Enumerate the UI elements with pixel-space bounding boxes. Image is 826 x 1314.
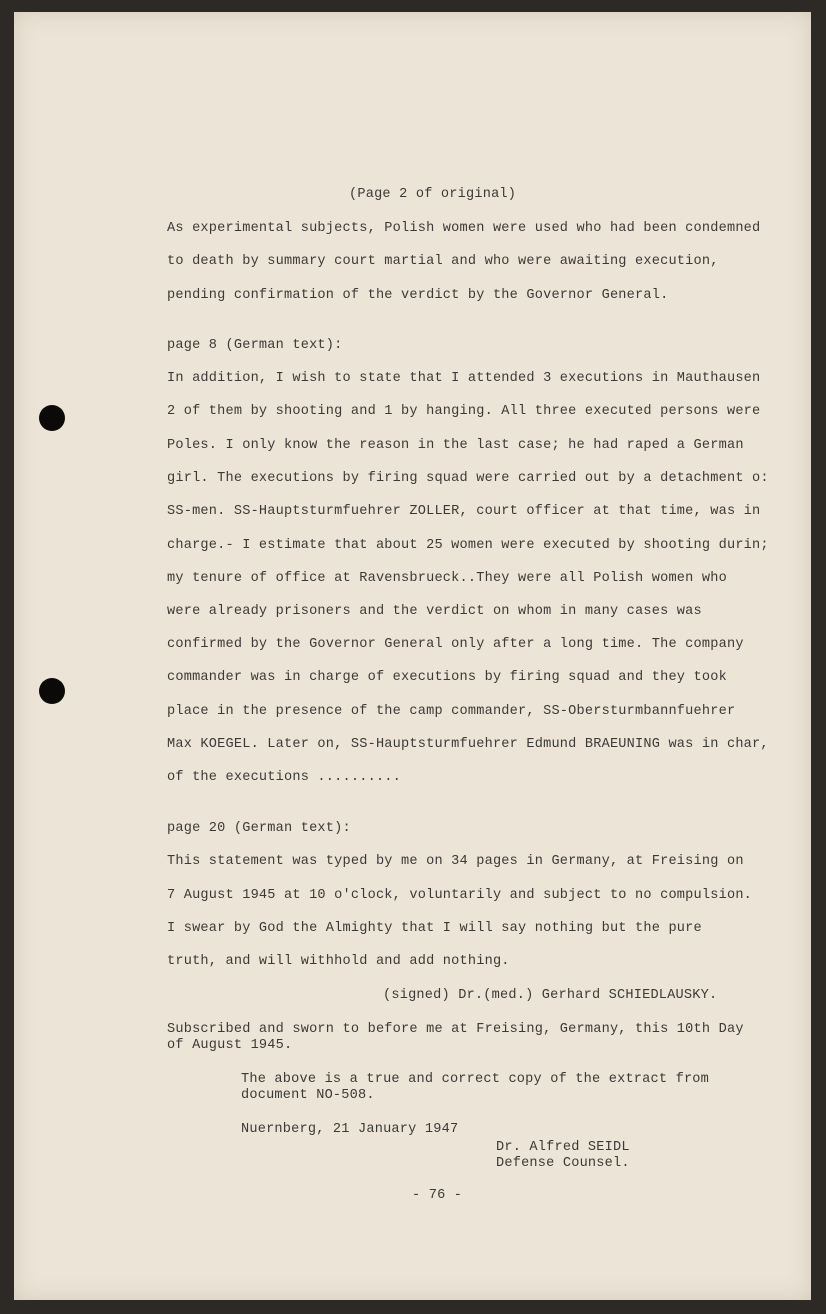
- paragraph-line: 7 August 1945 at 10 o'clock, voluntarily and subject to no compulsion.: [167, 888, 753, 903]
- counsel-name: Dr. Alfred SEIDL: [496, 1140, 630, 1155]
- subscribed-line: Subscribed and sworn to before me at Freising, Germany, this 10th Day: [167, 1022, 744, 1037]
- paragraph-line: commander was in charge of executions by firing squad and they took: [167, 670, 727, 685]
- section-heading: page 8 (German text):: [167, 338, 343, 353]
- paragraph-line: SS-men. SS-Hauptsturmfuehrer ZOLLER, court officer at that time, was in: [167, 504, 761, 519]
- paragraph-line: to death by summary court martial and who were awaiting execution,: [167, 254, 719, 269]
- section-heading: page 20 (German text):: [167, 821, 351, 836]
- paragraph-line: pending confirmation of the verdict by the Governor General.: [167, 288, 669, 303]
- paragraph-line: As experimental subjects, Polish women were used who had been condemned: [167, 221, 761, 236]
- paragraph-line: charge.- I estimate that about 25 women were executed by shooting durin;: [167, 538, 769, 553]
- document-page: [14, 12, 811, 1300]
- paragraph-line: Poles. I only know the reason in the last case; he had raped a German: [167, 438, 744, 453]
- paragraph-line: confirmed by the Governor General only after a long time. The company: [167, 637, 744, 652]
- paragraph-line: 2 of them by shooting and 1 by hanging. All three executed persons were: [167, 404, 761, 419]
- page-number: - 76 -: [412, 1188, 463, 1203]
- place-date: Nuernberg, 21 January 1947: [241, 1122, 459, 1137]
- paragraph-line: Max KOEGEL. Later on, SS-Hauptsturmfuehrer Edmund BRAEUNING was in char,: [167, 737, 769, 752]
- paragraph-line: This statement was typed by me on 34 pages in Germany, at Freising on: [167, 854, 744, 869]
- punch-hole: [39, 405, 65, 431]
- paragraph-line: girl. The executions by firing squad were carried out by a detachment o:: [167, 471, 769, 486]
- punch-hole: [39, 678, 65, 704]
- paragraph-line: were already prisoners and the verdict on whom in many cases was: [167, 604, 702, 619]
- paragraph-line: of the executions ..........: [167, 770, 402, 785]
- paragraph-line: place in the presence of the camp commander, SS-Obersturmbannfuehrer: [167, 704, 736, 719]
- signature-line: (signed) Dr.(med.) Gerhard SCHIEDLAUSKY.: [383, 988, 718, 1003]
- paragraph-line: I swear by God the Almighty that I will say nothing but the pure: [167, 921, 702, 936]
- page-heading: (Page 2 of original): [349, 187, 517, 202]
- paragraph-line: truth, and will withhold and add nothing.: [167, 954, 510, 969]
- counsel-title: Defense Counsel.: [496, 1156, 630, 1171]
- subscribed-line: of August 1945.: [167, 1038, 293, 1053]
- paragraph-line: In addition, I wish to state that I attended 3 executions in Mauthausen: [167, 371, 761, 386]
- paragraph-line: my tenure of office at Ravensbrueck..They were all Polish women who: [167, 571, 727, 586]
- certification-line: document NO-508.: [241, 1088, 375, 1103]
- certification-line: The above is a true and correct copy of the extract from: [241, 1072, 710, 1087]
